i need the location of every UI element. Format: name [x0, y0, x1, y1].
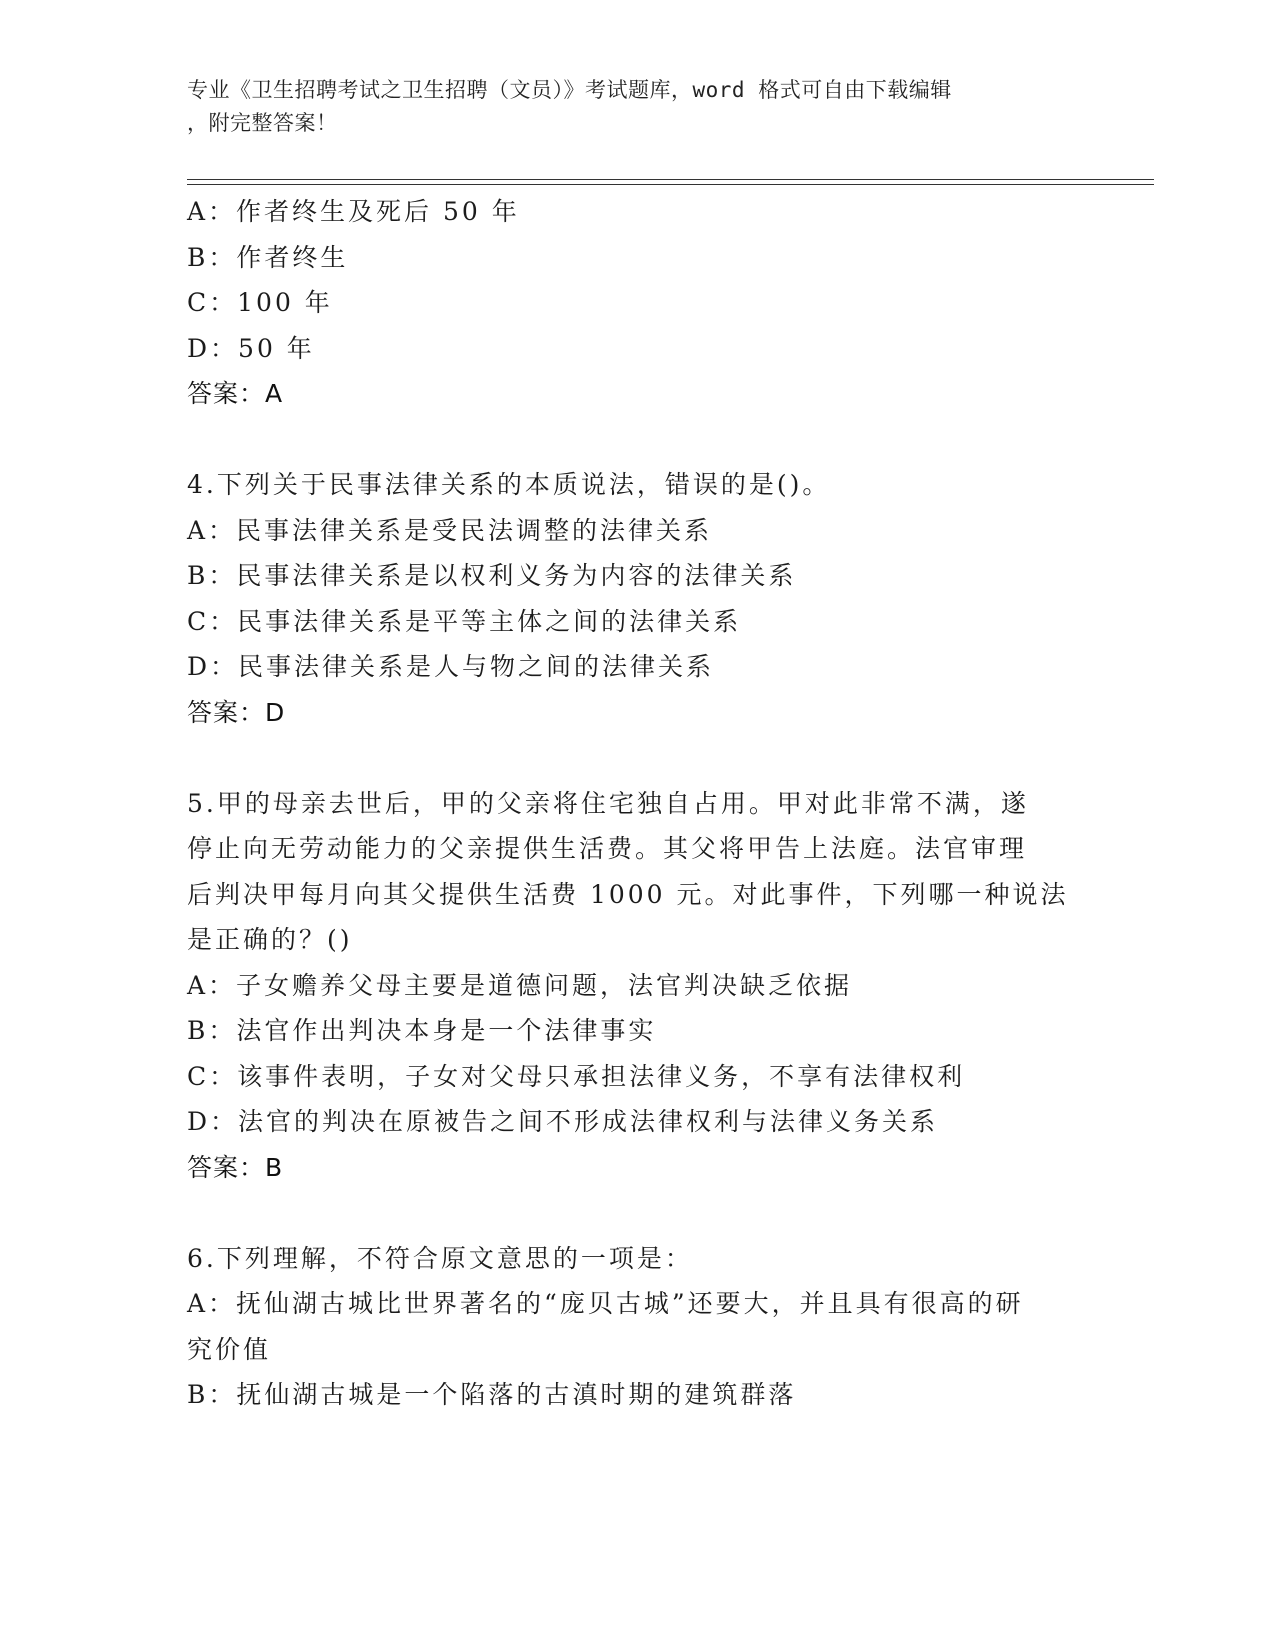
question-6 [187, 1236, 1087, 1418]
header-divider-top [187, 179, 1154, 180]
q6-option-b: B：抚仙湖古城是一个陷落的古滇时期的建筑群落 [187, 1380, 797, 1409]
q5-option-a: A：子女赡养父母主要是道德问题，法官判决缺乏依据 [187, 970, 853, 1000]
q4-option-b: B：民事法律关系是以权利义务为内容的法律关系 [187, 561, 797, 590]
q3-option-b: B：作者终生 [187, 242, 349, 272]
spacer [187, 1190, 1087, 1236]
q5-option-b: B：法官作出判决本身是一个法律事实 [187, 1016, 657, 1045]
q5-stem-line-3: 后判决甲每月向其父提供生活费 1000 元。对此事件，下列哪一种说法 [187, 879, 1069, 909]
header-line-1: 专业《卫生招聘考试之卫生招聘（文员）》考试题库，word 格式可自由下载编辑 [187, 78, 952, 102]
q5-answer: 答案：B [187, 1152, 284, 1182]
q4-stem: 4.下列关于民事法律关系的本质说法，错误的是()。 [187, 470, 831, 499]
q4-answer: 答案：D [187, 697, 286, 727]
header-line-2: ，附完整答案！ [187, 111, 338, 135]
q5-stem-line-1: 5.甲的母亲去世后，甲的父亲将住宅独自占用。甲对此非常不满，遂 [187, 788, 1029, 818]
q6-stem: 6.下列理解，不符合原文意思的一项是： [187, 1243, 693, 1273]
q5-option-c: C：该事件表明，子女对父母只承担法律义务，不享有法律权利 [187, 1061, 966, 1091]
q5-stem-line-2: 停止向无劳动能力的父亲提供生活费。其父将甲告上法庭。法官审理 [187, 834, 1028, 863]
q6-option-a-line-2: 究价值 [187, 1334, 272, 1364]
spacer [187, 417, 1087, 463]
question-3 [187, 189, 1087, 417]
q3-option-a: A：作者终生及死后 50 年 [187, 197, 520, 226]
q4-option-a: A：民事法律关系是受民法调整的法律关系 [187, 515, 713, 545]
spacer [187, 735, 1087, 781]
header-divider-bottom [187, 184, 1154, 185]
document-body [187, 189, 1087, 1418]
q4-option-c: C：民事法律关系是平等主体之间的法律关系 [187, 606, 742, 636]
q4-option-d: D：民事法律关系是人与物之间的法律关系 [187, 652, 715, 681]
q3-option-d: D：50 年 [187, 333, 315, 363]
q3-answer: 答案：A [187, 379, 284, 408]
q3-option-c: C：100 年 [187, 288, 333, 317]
question-5 [187, 781, 1087, 1191]
document-header [187, 74, 1087, 140]
question-4 [187, 462, 1087, 735]
q5-option-d: D：法官的判决在原被告之间不形成法律权利与法律义务关系 [187, 1107, 939, 1136]
q6-option-a-line-1: A：抚仙湖古城比世界著名的“庞贝古城”还要大，并且具有很高的研 [187, 1289, 1024, 1318]
q5-stem-line-4: 是正确的？() [187, 925, 353, 954]
